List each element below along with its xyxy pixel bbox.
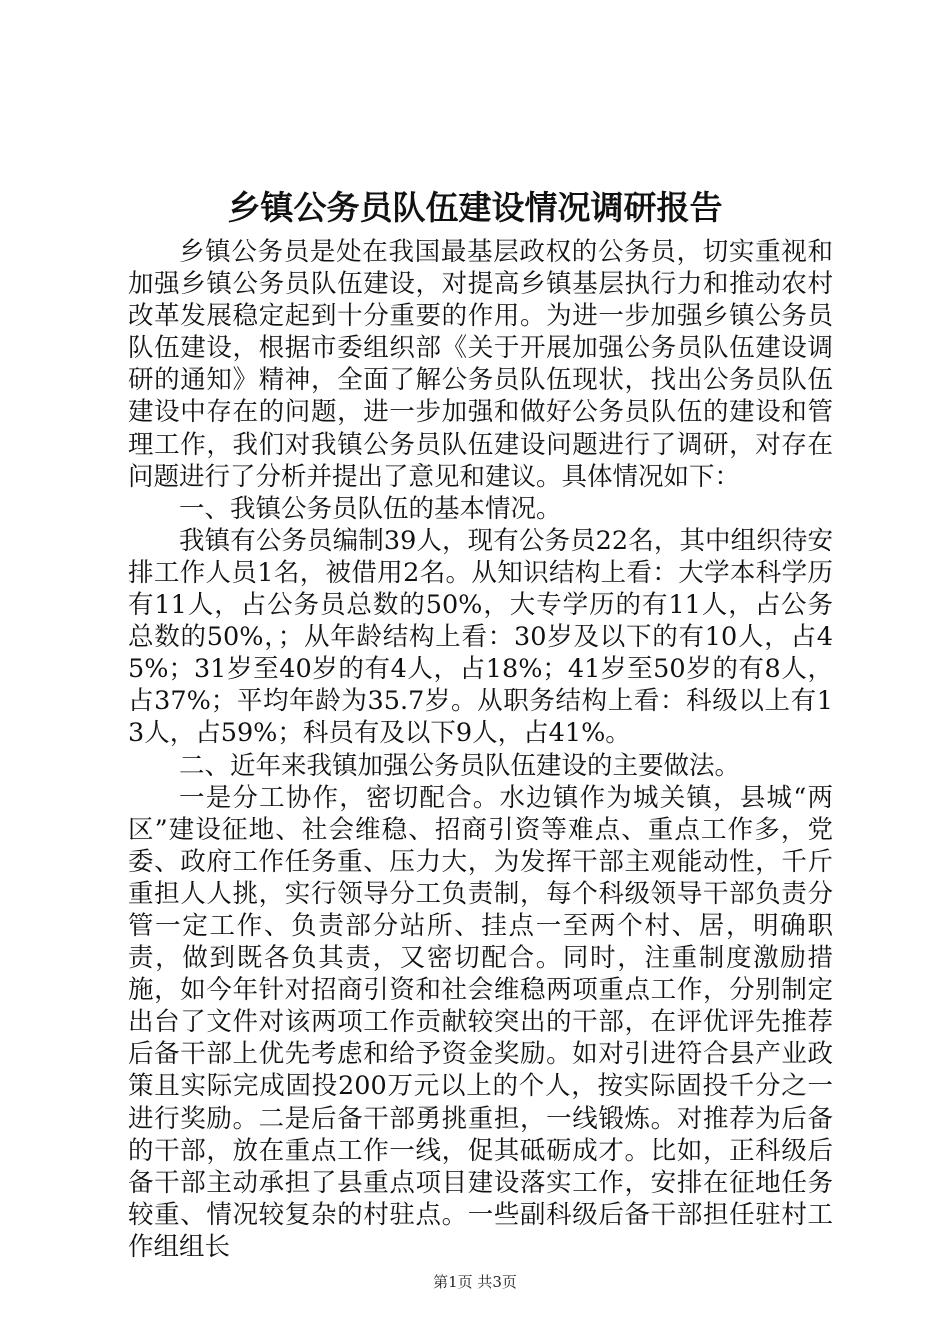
document-body [128,236,833,1263]
intro-paragraph: 乡镇公务员是处在我国最基层政权的公务员，切实重视和加强乡镇公务员队伍建设，对提高乡镇基层执行力和推动农村改革发展稳定起到十分重要的作用。为进一步加强乡镇公务员队伍建设，根据市委组织部《关于开展加强公务员队伍建设调研的通知》精神，全面了解公务员队伍现状，找出公务员队伍建设中存在的问题，进一步加强和做好公务员队伍的建设和管理工作，我们对我镇公务员队伍建设问题进行了调研，对存在问题进行了分析并提出了意见和建议。具体情况如下： [128,237,833,492]
practice-paragraph: 一是分工协作，密切配合。水边镇作为城关镇，县城“两区”建设征地、社会维稳、招商引资等难点、重点工作多，党委、政府工作任务重、压力大，为发挥干部主观能动性，千斤重担人人挑，实行领导分工负责制，每个科级领导干部负责分管一定工作、负责部分站所、挂点一至两个村、居，明确职责，做到既各负其责，又密切配合。同时，注重制度激励措施，如今年针对招商引资和社会维稳两项重点工作，分别制定出台了文件对该两项工作贡献较突出的干部，在评优评先推荐后备干部上优先考虑和给予资金奖励。如对引进符合县产业政策且实际完成固投200万元以上的个人，按实际固投千分之一进行奖励。二是后备干部勇挑重担，一线锻炼。对推荐为后备的干部，放在重点工作一线，促其砥砺成才。比如，正科级后备干部主动承担了县重点项目建设落实工作，安排在征地任务较重、情况较复杂的村驻点。一些副科级后备干部担任驻村工作组组长 [128,782,833,1262]
section-heading-1: 一、我镇公务员队伍的基本情况。 [179,493,562,524]
section-heading-2: 二、近年来我镇加强公务员队伍建设的主要做法。 [179,750,741,781]
document-title: 乡镇公务员队伍建设情况调研报告 [227,188,723,227]
basic-info-paragraph: 我镇有公务员编制39人，现有公务员22名，其中组织待安排工作人员1名，被借用2名。从知识结构上看：大学本科学历有11人，占公务员总数的50%，大专学历的有11人，占公务总数的50%，；从年龄结构上看：30岁及以下的有10人，占45%；31岁至40岁的有4人，占18%；41岁至50岁的有8人，占37%；平均年龄为35.7岁。从职务结构上看：科级以上有13人，占59%；科员有及以下9人，占41%。 [128,525,833,749]
page-footer: 第1页 共3页 [433,1273,517,1291]
